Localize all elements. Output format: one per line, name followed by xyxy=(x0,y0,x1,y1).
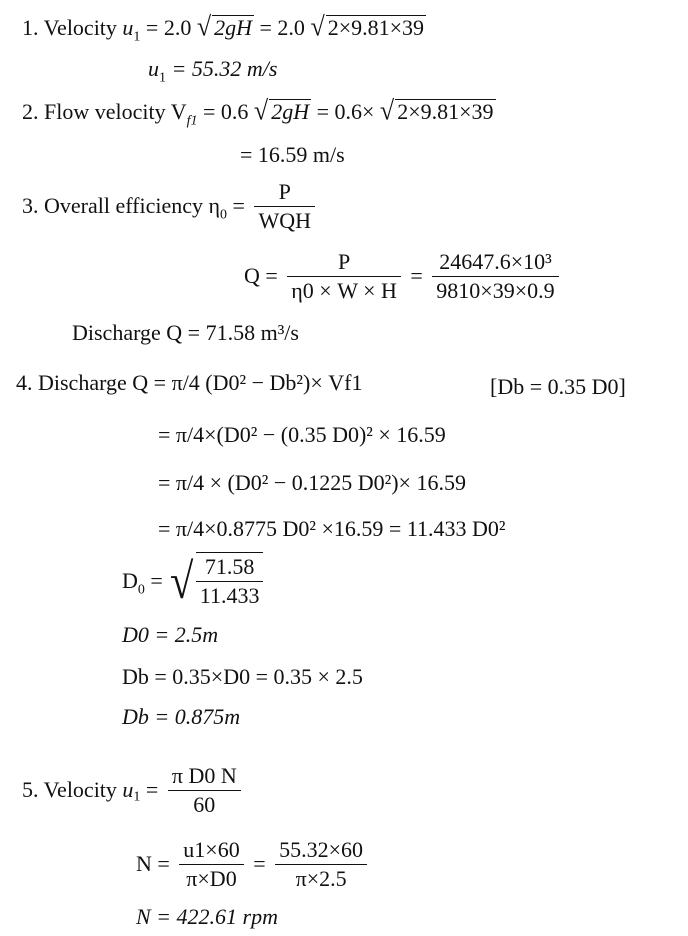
step1-radicand1: 2gH xyxy=(214,15,253,40)
step1-eq1: = 2.0 xyxy=(145,15,192,40)
step4-db2: Db = 0.875m xyxy=(122,704,241,729)
n-value-numerator: 55.32×60 xyxy=(279,837,364,862)
q-fraction xyxy=(287,248,401,304)
step4-line1 xyxy=(16,372,362,394)
step2-result: = 16.59 m/s xyxy=(240,142,345,167)
n-value-denominator: π×2.5 xyxy=(275,864,367,893)
step3-line1: 3. Overall efficiency $\eta_0$ = $\frac{P}{\text{WQH}}$ xyxy=(22,178,319,234)
step2-label: 2. Flow velocity xyxy=(22,99,166,124)
q-value-denominator: 9810×39×0.9 xyxy=(432,276,558,305)
sqrt-fraction: √ $\frac{71.58}{11.433}$ xyxy=(168,552,263,609)
eta-numerator: P xyxy=(278,179,291,204)
u1-fraction xyxy=(168,762,241,818)
step5-result: N = 422.61 rpm xyxy=(136,904,278,929)
q-numerator: P xyxy=(337,249,351,274)
step5-line1: 5. Velocity $u_1$ = $\frac{\text{π D0 N}}{60}$ xyxy=(22,762,245,818)
n-numerator: u1×60 xyxy=(183,837,240,862)
q-value-fraction xyxy=(432,248,558,304)
n-value-fraction xyxy=(275,836,367,892)
eta-fraction xyxy=(254,178,315,234)
step3-line2: Q = $\frac{P}{\eta 0 \times W \times H}$ = $\frac{\text{24647.6×10³}}{9810\times 39\times 0.9}$ xyxy=(244,248,563,304)
step4-label: 4. Discharge xyxy=(16,370,127,395)
n-denominator: π×D0 xyxy=(179,864,243,893)
sqrt-denominator: 11.433 xyxy=(196,581,264,610)
step2-eq1: = 0.6 xyxy=(203,99,249,124)
step2-radicand1: 2gH xyxy=(271,99,310,124)
eta-denominator: WQH xyxy=(254,206,315,235)
step1-result: = 55.32 m/s xyxy=(171,56,278,81)
step2-line1: 2. Flow velocity $V_{f1} = 0.6$ √ 2gH = 0.6× √ 2×9.81×39 xyxy=(22,95,494,129)
step4-eq1: Q = π/4 (D0² − Db²)× Vf1 xyxy=(132,370,363,395)
step4-sqrt-line: $D_0$ = √ $\frac{71.58}{11.433}$ xyxy=(122,552,263,609)
step4-eq4: = π/4×0.8775 D0² ×16.59 = 11.433 D0² xyxy=(158,516,506,541)
step4-eq3: = π/4 × (D0² − 0.1225 D0²)× 16.59 xyxy=(158,470,466,495)
n-fraction xyxy=(179,836,243,892)
step2-radicand2: 2×9.81×39 xyxy=(397,99,494,124)
q-denominator: η0 × W × H xyxy=(287,276,401,305)
step4-d0: D0 = 2.5m xyxy=(122,622,219,647)
step1-eq2: = 2.0 xyxy=(259,15,305,40)
step4-bracket: [Db = 0.35 D0] xyxy=(490,374,626,399)
step1-radicand2: 2×9.81×39 xyxy=(327,15,425,40)
sqrt-numerator: 71.58 xyxy=(204,554,255,579)
q-value-numerator: 24647.6×10³ xyxy=(439,249,552,274)
step5-label: 5. Velocity xyxy=(22,777,117,802)
step5-line2: N = $\frac{u1\times 60}{\pi\times D0}$ = $\frac{55.32\times 60}{\pi\times 2.5}$ xyxy=(136,836,371,892)
u1-numerator: π D0 N xyxy=(171,763,237,788)
step4-db1: Db = 0.35×D0 = 0.35 × 2.5 xyxy=(122,664,363,689)
step1-line1: 1. Velocity $u_1 = 2.0$ √ 2gH = 2.0 √ 2×9.81×39 xyxy=(22,11,425,45)
step2-eq2: = 0.6× xyxy=(316,99,375,124)
u1-denominator: 60 xyxy=(168,790,241,819)
step4-eq2: = π/4×(D0² − (0.35 D0)² × 16.59 xyxy=(158,422,446,447)
step3-discharge: Discharge Q = 71.58 m³/s xyxy=(72,320,299,345)
step1-label: 1. Velocity xyxy=(22,15,117,40)
step1-line2: $u_1 = 55.32$ m/s xyxy=(148,56,278,86)
step3-label: 3. Overall efficiency xyxy=(22,193,204,218)
